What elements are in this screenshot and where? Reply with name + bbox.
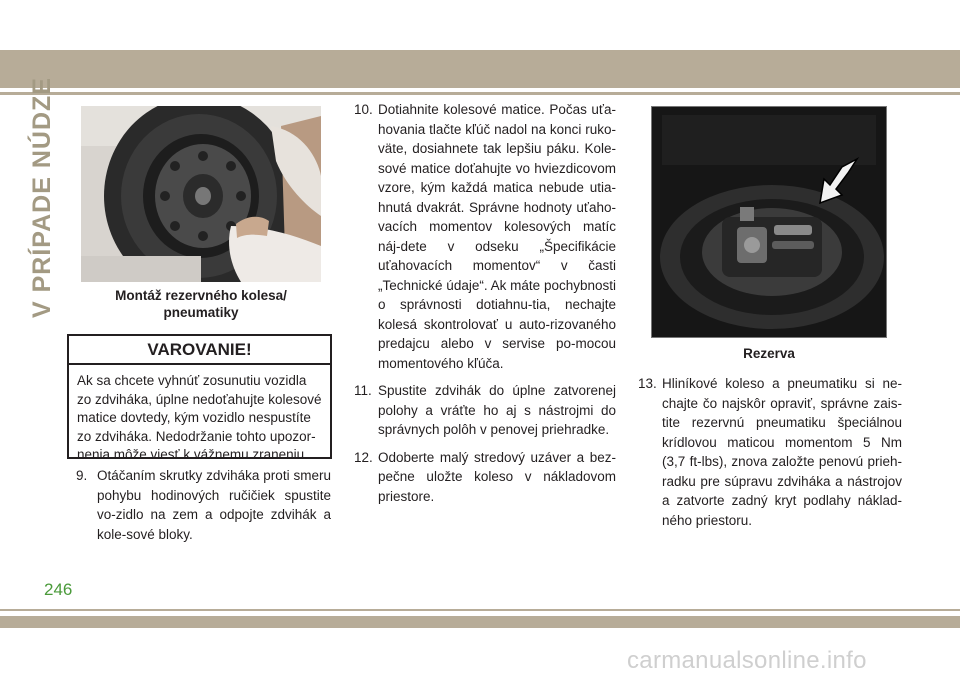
photo-caption: Rezerva <box>743 346 795 361</box>
page-number: 246 <box>44 580 73 599</box>
list-item <box>76 466 331 544</box>
list-item <box>354 448 616 507</box>
step-number: 13. <box>638 376 657 391</box>
step-number: 11. <box>354 383 372 398</box>
spare-tire-trunk-photo <box>651 106 887 338</box>
step-number: 10. <box>354 102 373 117</box>
footer-rule <box>0 609 960 611</box>
watermark: carmanualsonline.info <box>627 647 867 674</box>
step-text: Odoberte malý stredový uzáver a bez-pečne uložte koleso v nákladovom priestore. <box>378 449 616 504</box>
footer-band <box>0 616 960 628</box>
step-text: Hliníkové koleso a pneumatiku si ne-chajte čo najskôr opraviť, správne zais-tite rezervnú pneumatiku špeciálnou krídlovou maticou momentom 5 Nm (3,7 ft-lbs), znova založte penovú prieh-radku pre súpravu zdviháka a nástrojov a zatvorte zadný kryt podlahy náklad-ného priestoru. <box>662 376 902 528</box>
list-item <box>638 374 902 530</box>
photo-caption: Montáž rezervného kolesa/ pneumatiky <box>115 288 287 320</box>
list-item <box>354 100 616 373</box>
header-rule <box>0 92 960 95</box>
step-text: Dotiahnite kolesové matice. Počas uťa-hovania tlačte kľúč nadol na konci ruko-väte, dosiahnete tak lepšiu páku. Kole-sové matice doťahujte vo hviezdicovom vzore, kým každá matica nebude utia-hnutá dvakrát. Správne hodnoty uťaho-vacích momentov kolesových matíc náj-dete v odseku „Špecifikácie uťahovacích momentov“ v časti „Technické údaje“. Ak máte pochybnosti o správnosti dotiahnu-tia, nechajte kolesá skontrolovať u auto-rizovaného predajcu alebo v servise po-mocou momentového kľúča. <box>378 102 616 371</box>
step-number: 12. <box>354 449 373 465</box>
section-side-title: V PRÍPADE NÚDZE <box>28 77 56 318</box>
steps-middle <box>354 100 616 514</box>
warning-box <box>67 334 332 462</box>
list-item <box>354 381 616 440</box>
steps-right <box>638 374 902 538</box>
warning-text: Ak sa chcete vyhnúť zosunutiu vozidla zo zdviháka, úplne nedoťahujte kolesové matice dovtedy, kým vozidlo nespustíte zo zdviháka. Nedodržanie tohto upozor-nenia môže viesť k vážnemu zraneniu. <box>77 373 322 462</box>
spare-wheel-mounting-photo <box>81 106 321 282</box>
step-text: Otáčaním skrutky zdviháka proti smeru pohybu hodinových ručičiek spustite vo-zidlo na zem a odpojte zdvihák a kole-sové bloky. <box>97 468 331 542</box>
steps-left <box>76 466 331 552</box>
warning-title: VAROVANIE! <box>69 336 330 365</box>
header-band <box>0 50 960 88</box>
step-number: 9. <box>76 468 88 483</box>
step-text: Spustite zdvihák do úplne zatvorenej polohy a vráťte ho aj s nástrojmi do správnych polôh v penovej priehradke. <box>378 383 616 437</box>
